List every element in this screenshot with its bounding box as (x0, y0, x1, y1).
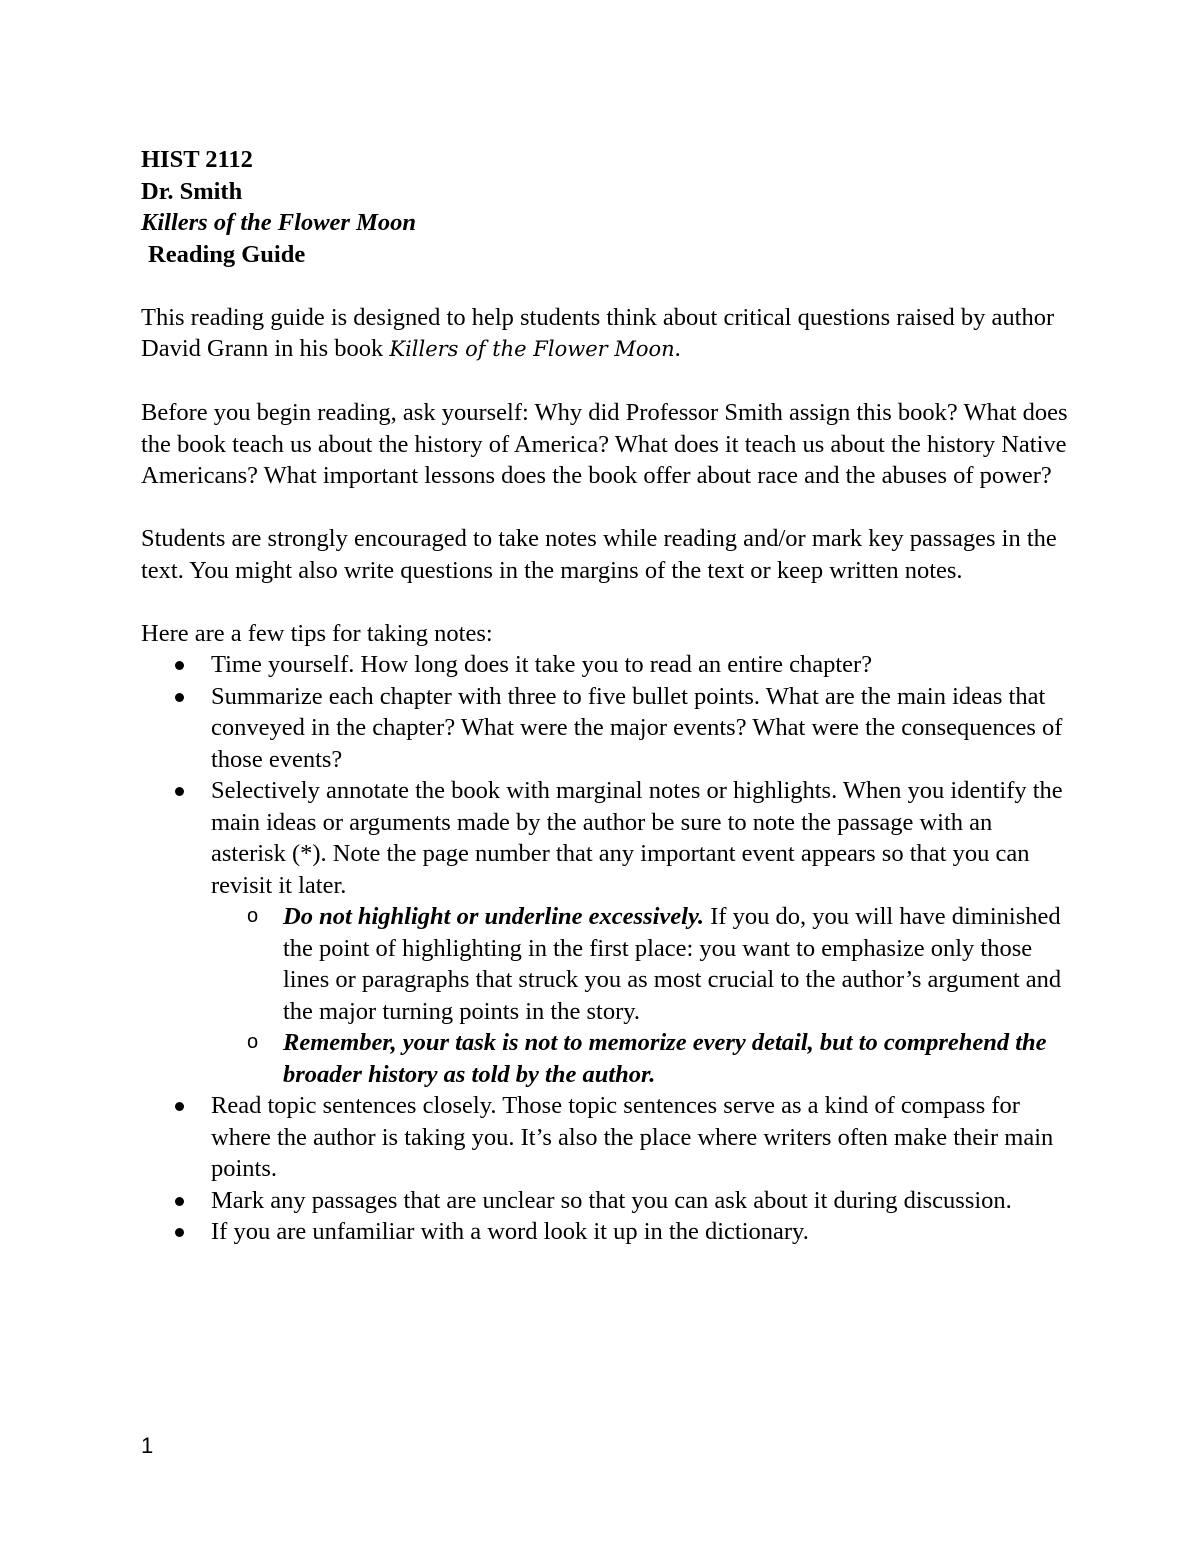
tip-text: Mark any passages that are unclear so that you can ask about it during discussion. (211, 1186, 1012, 1214)
list-item (141, 1090, 1071, 1185)
list-item (141, 649, 1071, 681)
subtip-text: If you do, you will have diminished the point of highlighting in the first place: you want to emphasize only those lines or paragraphs that struck you as most crucial to the author’s argument and the major turning points in the story. (283, 903, 1062, 1025)
tips-list (141, 649, 1071, 1248)
notes-encouragement-paragraph: Students are strongly encouraged to take notes while reading and/or mark key passages in the text. You might also write questions in the margins of the text or keep written notes. (141, 525, 1057, 584)
before-reading-paragraph: Before you begin reading, ask yourself: Why did Professor Smith assign this book? What does the book teach us about the history of America? What does it teach us about the history Native Americans? What important lessons does the book offer about race and the abuses of power? (141, 399, 1068, 489)
tips-intro: Here are a few tips for taking notes: (141, 619, 493, 647)
document-body (141, 144, 1071, 1248)
list-item (141, 775, 1071, 1090)
circle-bullet-icon: o (247, 1031, 259, 1053)
instructor-name: Dr. Smith (141, 177, 243, 205)
tip-text: Selectively annotate the book with marginal notes or highlights. When you identify the main ideas or arguments made by the author be sure to note the passage with an asterisk (*). Note the page number that any important event appears so that you can revisit it later. (211, 777, 1063, 899)
intro-paragraph (141, 302, 1071, 366)
list-item (211, 1027, 1071, 1090)
circle-bullet-icon: o (247, 905, 259, 927)
list-item (141, 1185, 1071, 1217)
sub-tips-list (211, 901, 1071, 1090)
bullet-icon (175, 661, 184, 670)
tip-text: Summarize each chapter with three to five bullet points. What are the main ideas that conveyed in the chapter? What were the major events? What were the consequences of those events? (211, 682, 1063, 773)
document-title: Reading Guide (148, 240, 306, 268)
bullet-icon (175, 693, 184, 702)
list-item (211, 901, 1071, 1027)
book-title: Killers of the Flower Moon (141, 209, 416, 236)
bullet-icon (175, 1228, 184, 1237)
bullet-icon (175, 787, 184, 796)
subtip-emphasis: Do not highlight or underline excessively. (283, 903, 705, 930)
intro-book-title: Killers of the Flower Moon (389, 337, 675, 361)
list-item (141, 1216, 1071, 1248)
tip-text: Read topic sentences closely. Those topic sentences serve as a kind of compass for where the author is taking you. It’s also the place where writers often make their main points. (211, 1092, 1054, 1182)
intro-end: . (674, 335, 681, 362)
course-code: HIST 2112 (141, 146, 253, 173)
tip-text: If you are unfamiliar with a word look it up in the dictionary. (211, 1218, 809, 1245)
subtip-emphasis: Remember, your task is not to memorize every detail, but to comprehend the broader history as told by the author. (283, 1029, 1047, 1088)
page-number: 1 (141, 1433, 154, 1458)
intro-text: This reading guide is designed to help students think about critical questions raised by author David Grann in his book (141, 303, 1055, 362)
bullet-icon (175, 1102, 184, 1111)
bullet-icon (175, 1197, 184, 1206)
list-item (141, 681, 1071, 776)
tip-text: Time yourself. How long does it take you to read an entire chapter? (211, 651, 873, 678)
